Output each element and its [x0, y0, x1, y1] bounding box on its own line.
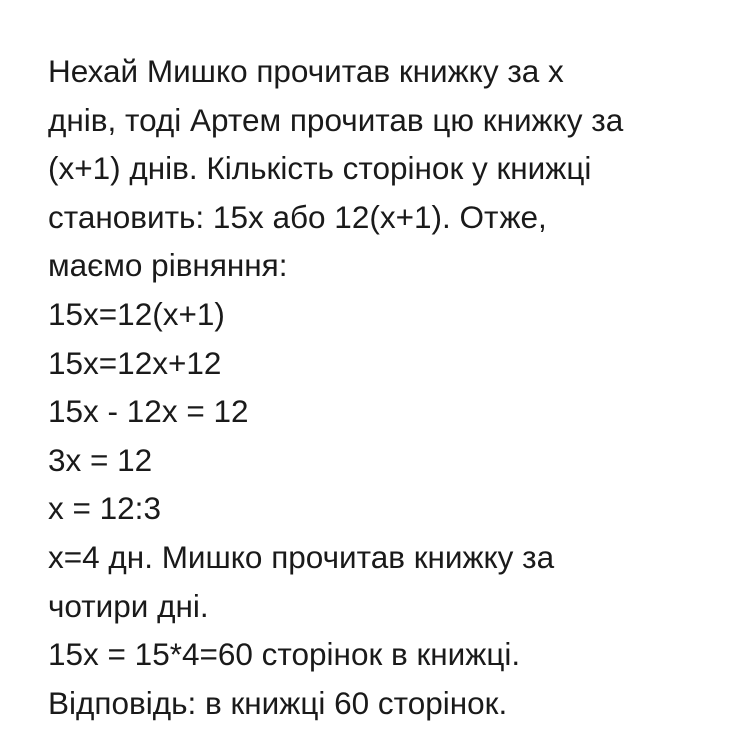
equation-line-3: 15х - 12х = 12	[48, 393, 249, 430]
equation-line-1: 15х=12(х+1)	[48, 295, 225, 332]
answer-line: Відповідь: в книжці 60 сторінок.	[48, 684, 508, 721]
equation-line-2: 15х=12х+12	[48, 344, 222, 381]
text-line-equation-intro: маємо рівняння:	[48, 247, 288, 284]
equation-line-4: 3х = 12	[48, 441, 153, 478]
equation-line-5: х = 12:3	[48, 490, 161, 527]
solution-line-2: чотири дні.	[48, 587, 209, 624]
text-line-problem-4: становить: 15х або 12(х+1). Отже,	[48, 198, 547, 235]
text-line-problem-2: днів, тоді Артем прочитав цю книжку за	[48, 101, 624, 138]
solution-line-1: х=4 дн. Мишко прочитав книжку за	[48, 538, 555, 575]
text-line-problem-3: (х+1) днів. Кількість сторінок у книжці	[48, 150, 592, 187]
pages-calculation-line: 15х = 15*4=60 сторінок в книжці.	[48, 636, 521, 673]
text-line-problem-1: Нехай Мишко прочитав книжку за х	[48, 53, 564, 89]
note-body	[48, 47, 738, 727]
